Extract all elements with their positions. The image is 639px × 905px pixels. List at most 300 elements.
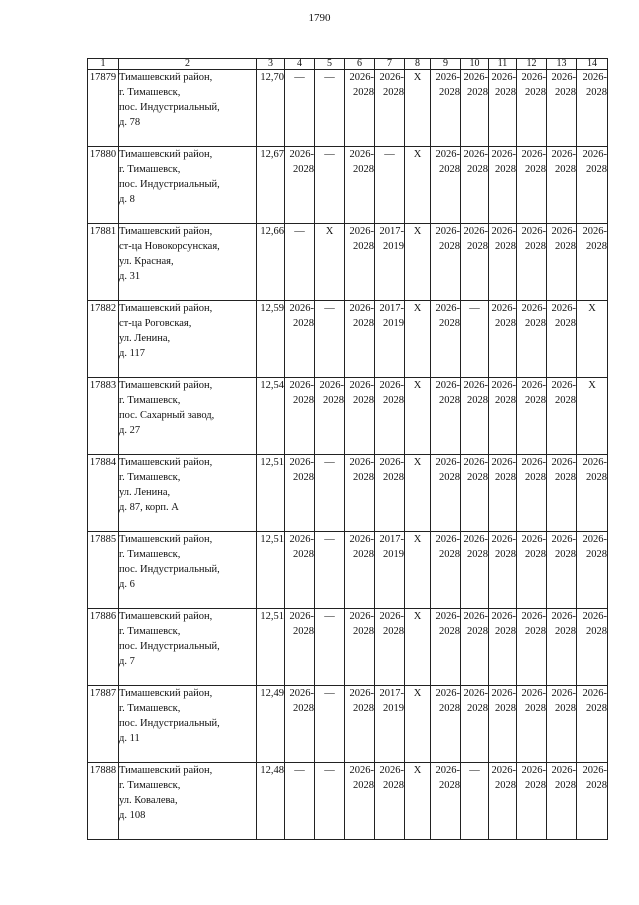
period-cell [285,378,315,455]
period-end: 2028 [353,626,374,637]
period-start: 2026- [521,611,546,622]
period-end: 2028 [586,549,607,560]
period-cell [285,532,315,609]
address-line: ул. Ленина, [119,333,171,344]
period-cell [285,301,315,378]
mark-cell: X [405,224,431,301]
period-cell [431,532,461,609]
period-start: 2026- [349,303,374,314]
address-line: д. 31 [119,271,141,282]
period-start: 2026- [491,72,516,83]
dash-cell: — [315,763,345,840]
period-cell [375,224,405,301]
period-end: 2028 [467,164,488,175]
period-end: 2028 [467,626,488,637]
period-end: 2028 [495,87,516,98]
period-cell [461,532,489,609]
period-end: 2028 [525,241,546,252]
column-header: 4 [285,59,315,70]
address-line: г. Тимашевск, [119,780,181,791]
column-header: 13 [547,59,577,70]
period-start: 2026- [289,380,314,391]
period-start: 2026- [463,457,488,468]
period-cell [345,147,375,224]
period-end: 2028 [495,626,516,637]
mark-cell: X [405,532,431,609]
period-cell [375,301,405,378]
period-cell [577,686,608,763]
period-start: 2026- [551,149,576,160]
address-line: д. 7 [119,656,135,667]
value-cell: 12,70 [257,70,285,147]
period-end: 2028 [293,472,314,483]
period-cell [517,301,547,378]
address-cell [119,686,257,763]
period-cell [577,455,608,532]
period-cell [345,301,375,378]
period-start: 2026- [289,611,314,622]
address-cell [119,609,257,686]
period-start: 2026- [463,688,488,699]
mark-cell: X [577,301,608,378]
table-row [88,378,608,455]
period-end: 2019 [383,703,404,714]
period-end: 2028 [293,318,314,329]
period-cell [517,147,547,224]
period-start: 2026- [319,380,344,391]
period-cell [345,70,375,147]
period-end: 2028 [439,780,460,791]
address-line: д. 8 [119,194,135,205]
address-line: пос. Индустриальный, [119,179,220,190]
period-cell [461,147,489,224]
address-line: пос. Индустриальный, [119,564,220,575]
period-start: 2026- [551,226,576,237]
address-line: Тимашевский район, [119,765,213,776]
period-start: 2026- [349,688,374,699]
period-cell [345,686,375,763]
dash-cell: — [315,301,345,378]
mark-cell: X [405,378,431,455]
period-end: 2028 [353,472,374,483]
column-header: 5 [315,59,345,70]
row-number: 17885 [88,532,119,609]
period-end: 2028 [586,87,607,98]
period-start: 2026- [435,380,460,391]
period-start: 2026- [551,765,576,776]
address-line: Тимашевский район, [119,457,213,468]
mark-cell: X [405,70,431,147]
period-cell [577,532,608,609]
address-line: Тимашевский район, [119,534,213,545]
period-cell [517,378,547,455]
period-start: 2026- [463,72,488,83]
period-end: 2028 [525,87,546,98]
address-line: ул. Ковалева, [119,795,178,806]
period-end: 2028 [495,241,516,252]
address-line: г. Тимашевск, [119,703,181,714]
period-end: 2028 [525,703,546,714]
period-end: 2028 [586,780,607,791]
dash-cell: — [315,70,345,147]
period-cell [431,609,461,686]
period-start: 2026- [491,688,516,699]
table-row [88,455,608,532]
period-start: 2026- [289,149,314,160]
column-header: 6 [345,59,375,70]
period-start: 2026- [349,457,374,468]
period-start: 2026- [463,611,488,622]
period-cell [517,224,547,301]
column-header: 11 [489,59,517,70]
period-end: 2028 [467,549,488,560]
period-end: 2028 [353,703,374,714]
row-number: 17888 [88,763,119,840]
address-cell [119,378,257,455]
address-cell [119,224,257,301]
period-end: 2028 [555,87,576,98]
period-cell [489,70,517,147]
period-start: 2026- [521,380,546,391]
period-cell [517,70,547,147]
period-start: 2026- [435,226,460,237]
period-end: 2028 [353,395,374,406]
address-cell [119,455,257,532]
period-start: 2026- [551,457,576,468]
period-start: 2026- [435,72,460,83]
address-line: д. 27 [119,425,141,436]
period-start: 2026- [582,72,607,83]
period-start: 2026- [289,534,314,545]
period-cell [489,224,517,301]
period-end: 2028 [439,626,460,637]
period-end: 2028 [495,164,516,175]
period-cell [285,686,315,763]
register-table [87,58,608,840]
period-end: 2028 [439,87,460,98]
period-cell [285,147,315,224]
period-end: 2028 [555,626,576,637]
period-cell [285,455,315,532]
period-end: 2028 [495,549,516,560]
address-cell [119,147,257,224]
period-end: 2028 [555,318,576,329]
period-cell [517,763,547,840]
period-cell [461,70,489,147]
address-cell [119,532,257,609]
period-start: 2026- [491,611,516,622]
value-cell: 12,51 [257,455,285,532]
column-header: 2 [119,59,257,70]
dash-cell: — [461,763,489,840]
mark-cell: X [405,609,431,686]
period-end: 2028 [586,472,607,483]
period-start: 2026- [491,534,516,545]
address-line: Тимашевский район, [119,149,213,160]
table-row [88,532,608,609]
period-cell [517,686,547,763]
period-start: 2026- [521,226,546,237]
period-cell [375,686,405,763]
table-row [88,301,608,378]
value-cell: 12,66 [257,224,285,301]
period-start: 2026- [491,226,516,237]
period-cell [431,455,461,532]
period-cell [375,763,405,840]
period-cell [431,224,461,301]
period-start: 2017- [379,534,404,545]
mark-cell: X [315,224,345,301]
period-start: 2026- [435,457,460,468]
period-cell [461,378,489,455]
dash-cell: — [315,455,345,532]
value-cell: 12,49 [257,686,285,763]
mark-cell: X [405,301,431,378]
address-line: ст-ца Роговская, [119,318,192,329]
period-cell [489,301,517,378]
period-start: 2026- [349,534,374,545]
period-cell [431,70,461,147]
period-end: 2028 [525,164,546,175]
column-header: 3 [257,59,285,70]
period-start: 2026- [491,149,516,160]
period-end: 2028 [555,549,576,560]
period-start: 2026- [379,765,404,776]
table-body [88,70,608,840]
period-end: 2028 [293,549,314,560]
period-start: 2026- [379,611,404,622]
mark-cell: X [405,147,431,224]
period-start: 2026- [379,457,404,468]
period-cell [375,609,405,686]
address-line: д. 87, корп. А [119,502,179,513]
period-end: 2028 [586,703,607,714]
value-cell: 12,59 [257,301,285,378]
period-start: 2026- [463,380,488,391]
period-end: 2028 [383,780,404,791]
column-header: 10 [461,59,489,70]
value-cell: 12,54 [257,378,285,455]
period-cell [345,763,375,840]
period-start: 2026- [551,380,576,391]
period-start: 2017- [379,226,404,237]
period-cell [547,609,577,686]
column-header: 14 [577,59,608,70]
period-cell [375,378,405,455]
period-start: 2026- [349,380,374,391]
period-end: 2028 [383,395,404,406]
period-cell [489,609,517,686]
period-start: 2026- [521,765,546,776]
table-row [88,147,608,224]
address-line: г. Тимашевск, [119,549,181,560]
period-start: 2026- [582,765,607,776]
address-line: ул. Ленина, [119,487,171,498]
period-end: 2028 [495,780,516,791]
period-cell [489,763,517,840]
period-end: 2028 [555,780,576,791]
period-start: 2026- [551,303,576,314]
period-start: 2026- [435,611,460,622]
period-start: 2017- [379,303,404,314]
period-end: 2028 [439,318,460,329]
dash-cell: — [461,301,489,378]
period-end: 2028 [293,395,314,406]
period-end: 2028 [353,780,374,791]
period-end: 2028 [467,241,488,252]
period-cell [517,532,547,609]
address-line: д. 78 [119,117,141,128]
period-end: 2028 [353,164,374,175]
period-end: 2019 [383,241,404,252]
period-end: 2028 [586,164,607,175]
period-cell [345,455,375,532]
value-cell: 12,48 [257,763,285,840]
period-end: 2028 [353,87,374,98]
column-header: 1 [88,59,119,70]
dash-cell: — [285,224,315,301]
address-line: г. Тимашевск, [119,87,181,98]
address-line: ст-ца Новокорсунская, [119,241,220,252]
period-cell [577,224,608,301]
period-end: 2028 [467,703,488,714]
period-cell [431,763,461,840]
period-cell [461,686,489,763]
period-cell [345,532,375,609]
period-end: 2028 [555,395,576,406]
period-cell [577,763,608,840]
column-header: 12 [517,59,547,70]
period-cell [577,70,608,147]
row-number: 17881 [88,224,119,301]
period-start: 2026- [491,457,516,468]
period-end: 2028 [293,164,314,175]
row-number: 17880 [88,147,119,224]
period-start: 2026- [582,688,607,699]
address-line: Тимашевский район, [119,688,213,699]
period-start: 2026- [551,611,576,622]
period-start: 2026- [463,226,488,237]
period-start: 2026- [491,380,516,391]
period-cell [489,378,517,455]
period-end: 2028 [439,472,460,483]
address-line: г. Тимашевск, [119,472,181,483]
period-end: 2028 [467,395,488,406]
period-start: 2026- [289,688,314,699]
period-end: 2028 [383,472,404,483]
period-cell [461,455,489,532]
period-end: 2028 [525,780,546,791]
dash-cell: — [315,147,345,224]
period-end: 2028 [525,549,546,560]
table-row [88,686,608,763]
period-end: 2028 [495,472,516,483]
address-line: г. Тимашевск, [119,626,181,637]
period-cell [285,609,315,686]
period-cell [489,686,517,763]
table-row [88,224,608,301]
period-cell [345,609,375,686]
period-start: 2026- [435,149,460,160]
period-end: 2028 [555,164,576,175]
period-cell [375,70,405,147]
address-cell [119,301,257,378]
period-start: 2017- [379,688,404,699]
address-line: пос. Индустриальный, [119,718,220,729]
address-line: пос. Индустриальный, [119,641,220,652]
column-header: 8 [405,59,431,70]
table-row [88,70,608,147]
period-cell [375,455,405,532]
period-start: 2026- [521,534,546,545]
period-start: 2026- [521,149,546,160]
period-cell [431,686,461,763]
period-start: 2026- [521,457,546,468]
period-cell [461,609,489,686]
address-line: Тимашевский район, [119,303,213,314]
period-end: 2028 [439,241,460,252]
row-number: 17883 [88,378,119,455]
dash-cell: — [315,532,345,609]
period-end: 2028 [353,318,374,329]
period-start: 2026- [463,149,488,160]
period-end: 2028 [467,87,488,98]
period-cell [547,378,577,455]
address-line: д. 6 [119,579,135,590]
value-cell: 12,51 [257,609,285,686]
mark-cell: X [405,455,431,532]
mark-cell: X [405,686,431,763]
value-cell: 12,51 [257,532,285,609]
period-start: 2026- [491,303,516,314]
page-number: 1790 [308,12,331,24]
period-start: 2026- [435,534,460,545]
period-cell [489,532,517,609]
period-end: 2028 [383,87,404,98]
period-start: 2026- [521,303,546,314]
value-cell: 12,67 [257,147,285,224]
period-cell [461,224,489,301]
dash-cell: — [315,609,345,686]
period-start: 2026- [551,534,576,545]
address-line: г. Тимашевск, [119,164,181,175]
dash-cell: — [285,763,315,840]
period-cell [431,378,461,455]
period-cell [547,532,577,609]
mark-cell: X [577,378,608,455]
period-cell [517,455,547,532]
address-line: д. 108 [119,810,146,821]
period-cell [375,532,405,609]
header-row [88,59,608,70]
period-cell [547,147,577,224]
period-cell [547,455,577,532]
period-cell [345,378,375,455]
period-end: 2028 [525,395,546,406]
period-start: 2026- [582,534,607,545]
period-end: 2028 [586,626,607,637]
dash-cell: — [375,147,405,224]
period-start: 2026- [379,72,404,83]
period-cell [547,301,577,378]
address-line: пос. Индустриальный, [119,102,220,113]
period-end: 2019 [383,549,404,560]
address-line: Тимашевский район, [119,226,213,237]
dash-cell: — [315,686,345,763]
period-start: 2026- [289,457,314,468]
period-end: 2028 [439,395,460,406]
row-number: 17887 [88,686,119,763]
